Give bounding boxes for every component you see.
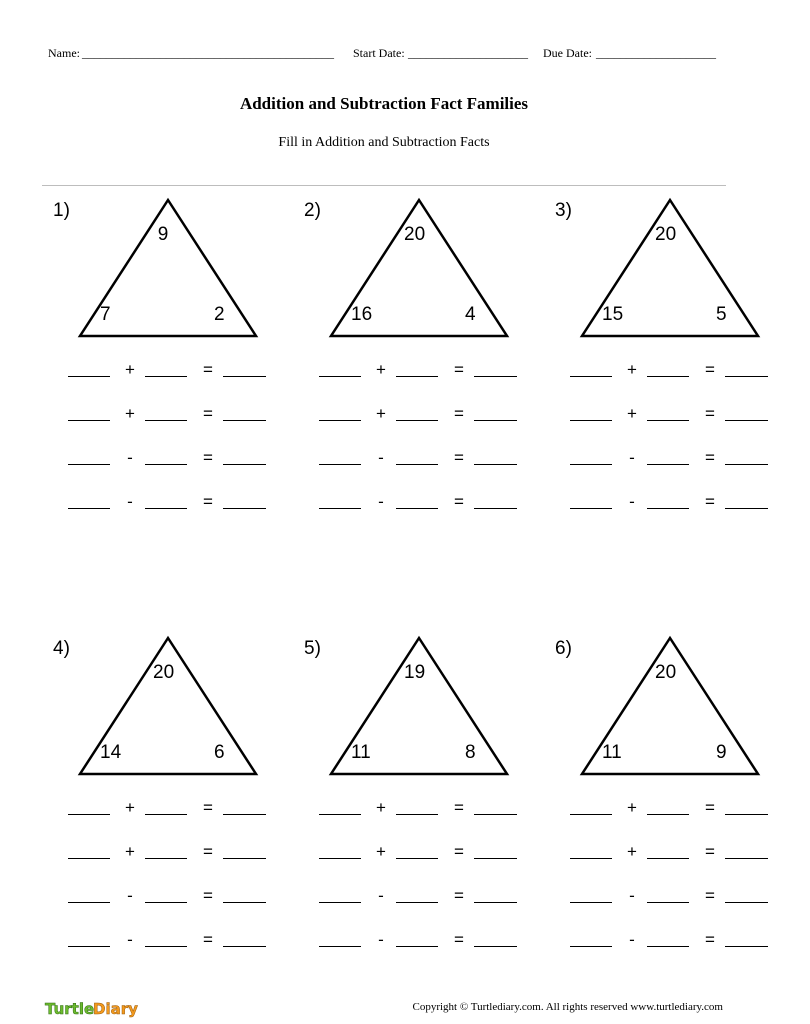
- divider: [42, 185, 726, 186]
- operator-sign: +: [125, 842, 135, 861]
- equation-row: [48, 930, 308, 974]
- answer-blank[interactable]: [725, 376, 768, 377]
- problem-number: 2): [304, 200, 321, 221]
- answer-blank[interactable]: [647, 508, 689, 509]
- triangle-left-number: 7: [100, 304, 111, 325]
- answer-blank[interactable]: [570, 814, 612, 815]
- answer-blank[interactable]: [725, 902, 768, 903]
- triangle-left-number: 14: [100, 742, 122, 763]
- answer-blank[interactable]: [725, 420, 768, 421]
- start-date-blank[interactable]: ____________________: [408, 46, 528, 60]
- equals-sign: =: [203, 886, 213, 905]
- problem-number: 4): [53, 638, 70, 659]
- equals-sign: =: [454, 798, 464, 817]
- page-subtitle: Fill in Addition and Subtraction Facts: [278, 135, 490, 150]
- equation-row: [550, 842, 810, 886]
- triangle-right-number: 9: [716, 742, 727, 763]
- start-date-label: Start Date:: [353, 46, 405, 60]
- triangle-left-number: 16: [351, 304, 373, 325]
- answer-blank[interactable]: [68, 814, 110, 815]
- answer-blank[interactable]: [145, 464, 187, 465]
- operator-sign: -: [378, 930, 384, 949]
- answer-blank[interactable]: [68, 858, 110, 859]
- operator-sign: -: [629, 886, 635, 905]
- answer-blank[interactable]: [396, 464, 438, 465]
- equals-sign: =: [454, 404, 464, 423]
- equation-row: [550, 930, 810, 974]
- equation-row: [48, 886, 308, 930]
- header-fields: [48, 46, 728, 64]
- answer-blank[interactable]: [647, 376, 689, 377]
- equals-sign: =: [705, 448, 715, 467]
- copyright-text: Copyright © Turtlediary.com. All rights reserved www.turtlediary.com: [412, 1001, 723, 1013]
- triangle-top-number: 20: [655, 224, 677, 245]
- svg-text:Turtle: Turtle: [45, 1000, 95, 1018]
- answer-blank[interactable]: [223, 858, 266, 859]
- operator-sign: +: [376, 798, 386, 817]
- equals-sign: =: [454, 448, 464, 467]
- equals-sign: =: [454, 842, 464, 861]
- answer-blank[interactable]: [68, 902, 110, 903]
- answer-blank[interactable]: [396, 508, 438, 509]
- equals-sign: =: [454, 886, 464, 905]
- answer-blank[interactable]: [474, 376, 517, 377]
- operator-sign: -: [629, 448, 635, 467]
- answer-blank[interactable]: [223, 508, 266, 509]
- operator-sign: +: [627, 404, 637, 423]
- equation-row: [299, 798, 559, 842]
- operator-sign: +: [125, 404, 135, 423]
- equals-sign: =: [203, 448, 213, 467]
- answer-blank[interactable]: [725, 464, 768, 465]
- triangle-right-number: 6: [214, 742, 225, 763]
- answer-blank[interactable]: [474, 858, 517, 859]
- equals-sign: =: [454, 492, 464, 511]
- operator-sign: +: [376, 360, 386, 379]
- answer-blank[interactable]: [725, 814, 768, 815]
- equals-sign: =: [454, 360, 464, 379]
- problem-number: 3): [555, 200, 572, 221]
- triangle-top-number: 20: [153, 662, 175, 683]
- equation-row: [550, 886, 810, 930]
- answer-blank[interactable]: [68, 464, 110, 465]
- equation-row: [550, 360, 810, 404]
- answer-blank[interactable]: [647, 946, 689, 947]
- equals-sign: =: [203, 930, 213, 949]
- equals-sign: =: [705, 492, 715, 511]
- answer-blank[interactable]: [570, 508, 612, 509]
- operator-sign: -: [127, 930, 133, 949]
- equation-row: [550, 448, 810, 492]
- answer-blank[interactable]: [319, 946, 361, 947]
- operator-sign: +: [376, 842, 386, 861]
- problem-number: 1): [53, 200, 70, 221]
- equation-list: [550, 360, 810, 536]
- triangle-left-number: 11: [351, 742, 371, 763]
- operator-sign: +: [627, 360, 637, 379]
- answer-blank[interactable]: [145, 902, 187, 903]
- operator-sign: -: [378, 492, 384, 511]
- answer-blank[interactable]: [223, 464, 266, 465]
- problem-6: [550, 638, 810, 978]
- equals-sign: =: [203, 404, 213, 423]
- equals-sign: =: [454, 930, 464, 949]
- answer-blank[interactable]: [145, 814, 187, 815]
- answer-blank[interactable]: [474, 814, 517, 815]
- answer-blank[interactable]: [474, 902, 517, 903]
- answer-blank[interactable]: [570, 858, 612, 859]
- answer-blank[interactable]: [570, 376, 612, 377]
- answer-blank[interactable]: [647, 464, 689, 465]
- answer-blank[interactable]: [145, 858, 187, 859]
- operator-sign: -: [378, 448, 384, 467]
- equation-list: [299, 360, 559, 536]
- problem-1: [48, 200, 308, 540]
- answer-blank[interactable]: [725, 508, 768, 509]
- answer-blank[interactable]: [319, 376, 361, 377]
- triangle-right-number: 2: [214, 304, 225, 325]
- triangle-right-number: 5: [716, 304, 727, 325]
- answer-blank[interactable]: [647, 902, 689, 903]
- answer-blank[interactable]: [570, 464, 612, 465]
- triangle-top-number: 19: [404, 662, 426, 683]
- triangle-right-number: 4: [465, 304, 476, 325]
- answer-blank[interactable]: [223, 420, 266, 421]
- answer-blank[interactable]: [725, 858, 768, 859]
- due-date-blank[interactable]: ____________________: [596, 46, 716, 60]
- answer-blank[interactable]: [396, 376, 438, 377]
- answer-blank[interactable]: [647, 420, 689, 421]
- answer-blank[interactable]: [474, 420, 517, 421]
- equation-row: [550, 492, 810, 536]
- answer-blank[interactable]: [474, 508, 517, 509]
- answer-blank[interactable]: [570, 946, 612, 947]
- equals-sign: =: [705, 404, 715, 423]
- triangle-left-number: 15: [602, 304, 624, 325]
- equation-list: [550, 798, 810, 974]
- answer-blank[interactable]: [319, 508, 361, 509]
- equals-sign: =: [705, 930, 715, 949]
- equation-row: [48, 448, 308, 492]
- answer-blank[interactable]: [396, 946, 438, 947]
- answer-blank[interactable]: [223, 376, 266, 377]
- equals-sign: =: [705, 360, 715, 379]
- operator-sign: +: [627, 842, 637, 861]
- equals-sign: =: [705, 798, 715, 817]
- problem-number: 5): [304, 638, 321, 659]
- equals-sign: =: [203, 842, 213, 861]
- answer-blank[interactable]: [68, 508, 110, 509]
- equation-row: [48, 842, 308, 886]
- answer-blank[interactable]: [570, 420, 612, 421]
- operator-sign: +: [627, 798, 637, 817]
- answer-blank[interactable]: [68, 946, 110, 947]
- equation-row: [48, 404, 308, 448]
- triangle-top-number: 20: [404, 224, 426, 245]
- equals-sign: =: [203, 360, 213, 379]
- equation-row: [48, 360, 308, 404]
- problem-number: 6): [555, 638, 572, 659]
- triangle-top-number: 20: [655, 662, 677, 683]
- answer-blank[interactable]: [319, 814, 361, 815]
- operator-sign: -: [127, 492, 133, 511]
- equals-sign: =: [705, 842, 715, 861]
- answer-blank[interactable]: [474, 946, 517, 947]
- problem-5: [299, 638, 559, 978]
- equation-row: [550, 798, 810, 842]
- due-date-label: Due Date:: [543, 46, 592, 60]
- equals-sign: =: [203, 492, 213, 511]
- equation-row: [550, 404, 810, 448]
- answer-blank[interactable]: [319, 902, 361, 903]
- triangle-left-number: 11: [602, 742, 622, 763]
- equation-list: [48, 798, 308, 974]
- equation-list: [48, 360, 308, 536]
- problem-2: [299, 200, 559, 540]
- equation-row: [48, 492, 308, 536]
- name-label: Name:: [48, 46, 80, 60]
- equals-sign: =: [705, 886, 715, 905]
- svg-text:Diary: Diary: [93, 1000, 138, 1018]
- answer-blank[interactable]: [725, 946, 768, 947]
- problem-3: [550, 200, 810, 540]
- equals-sign: =: [203, 798, 213, 817]
- equation-row: [299, 842, 559, 886]
- equation-row: [299, 886, 559, 930]
- answer-blank[interactable]: [319, 858, 361, 859]
- operator-sign: +: [125, 798, 135, 817]
- answer-blank[interactable]: [396, 420, 438, 421]
- answer-blank[interactable]: [145, 376, 187, 377]
- operator-sign: +: [125, 360, 135, 379]
- operator-sign: -: [629, 930, 635, 949]
- answer-blank[interactable]: [570, 902, 612, 903]
- answer-blank[interactable]: [319, 464, 361, 465]
- turtlediary-logo: [44, 996, 138, 1018]
- operator-sign: -: [127, 886, 133, 905]
- name-blank[interactable]: __________________________________________: [82, 46, 334, 60]
- equation-row: [299, 404, 559, 448]
- answer-blank[interactable]: [68, 420, 110, 421]
- answer-blank[interactable]: [474, 464, 517, 465]
- answer-blank[interactable]: [396, 858, 438, 859]
- equation-row: [48, 798, 308, 842]
- answer-blank[interactable]: [396, 902, 438, 903]
- answer-blank[interactable]: [647, 858, 689, 859]
- answer-blank[interactable]: [223, 946, 266, 947]
- answer-blank[interactable]: [145, 420, 187, 421]
- operator-sign: -: [127, 448, 133, 467]
- answer-blank[interactable]: [223, 902, 266, 903]
- equation-row: [299, 930, 559, 974]
- page-title: Addition and Subtraction Fact Families: [239, 94, 529, 113]
- equation-row: [299, 492, 559, 536]
- operator-sign: -: [629, 492, 635, 511]
- equation-row: [299, 360, 559, 404]
- operator-sign: +: [376, 404, 386, 423]
- answer-blank[interactable]: [145, 946, 187, 947]
- problem-4: [48, 638, 308, 978]
- answer-blank[interactable]: [396, 814, 438, 815]
- triangle-right-number: 8: [465, 742, 476, 763]
- equation-list: [299, 798, 559, 974]
- triangle-top-number: 9: [157, 224, 169, 245]
- equation-row: [299, 448, 559, 492]
- answer-blank[interactable]: [68, 376, 110, 377]
- operator-sign: -: [378, 886, 384, 905]
- answer-blank[interactable]: [319, 420, 361, 421]
- answer-blank[interactable]: [145, 508, 187, 509]
- answer-blank[interactable]: [647, 814, 689, 815]
- answer-blank[interactable]: [223, 814, 266, 815]
